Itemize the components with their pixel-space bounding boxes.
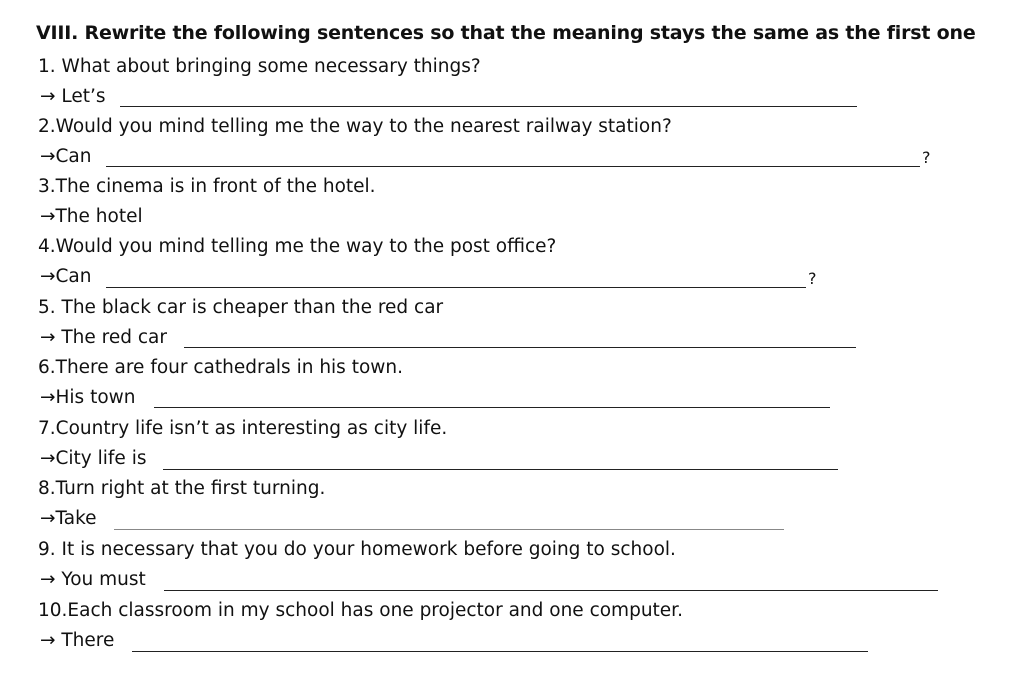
answer-prompt-2: →Can xyxy=(40,146,92,167)
question-6: 6.There are four cathedrals in his town. xyxy=(38,357,404,378)
question-5: 5. The black car is cheaper than the red car xyxy=(38,297,444,318)
answer-blank-6[interactable] xyxy=(154,407,830,408)
answer-blank-4[interactable] xyxy=(106,287,806,288)
answer-blank-2[interactable] xyxy=(106,166,920,167)
question-7: 7.Country life isn’t as interesting as city life. xyxy=(38,418,448,439)
answer-prompt-9: → You must xyxy=(40,569,146,590)
answer-prompt-5: → The red car xyxy=(40,327,167,348)
answer-blank-5[interactable] xyxy=(184,347,856,348)
question-4: 4.Would you mind telling me the way to the post office? xyxy=(38,236,557,257)
answer-blank-7[interactable] xyxy=(163,469,838,470)
answer-blank-8[interactable] xyxy=(114,529,784,530)
answer-prompt-1: → Let’s xyxy=(40,86,106,107)
answer-prompt-3: →The hotel xyxy=(40,206,143,227)
answer-blank-9[interactable] xyxy=(164,590,938,591)
answer-blank-1[interactable] xyxy=(120,106,857,107)
question-mark-4: ? xyxy=(808,269,817,288)
question-mark-2: ? xyxy=(922,148,931,167)
answer-prompt-7: →City life is xyxy=(40,448,147,469)
answer-blank-10[interactable] xyxy=(132,651,868,652)
question-8: 8.Turn right at the first turning. xyxy=(38,478,326,499)
exercise-title: VIII. Rewrite the following sentences so that the meaning stays the same as the first one xyxy=(36,22,976,44)
answer-prompt-8: →Take xyxy=(40,508,97,529)
answer-prompt-10: → There xyxy=(40,630,115,651)
answer-prompt-6: →His town xyxy=(40,387,136,408)
question-1: 1. What about bringing some necessary things? xyxy=(38,56,481,77)
question-9: 9. It is necessary that you do your homework before going to school. xyxy=(38,539,676,560)
answer-prompt-4: →Can xyxy=(40,266,92,287)
question-3: 3.The cinema is in front of the hotel. xyxy=(38,176,376,197)
question-2: 2.Would you mind telling me the way to the nearest railway station? xyxy=(38,116,672,137)
question-10: 10.Each classroom in my school has one projector and one computer. xyxy=(38,600,683,621)
